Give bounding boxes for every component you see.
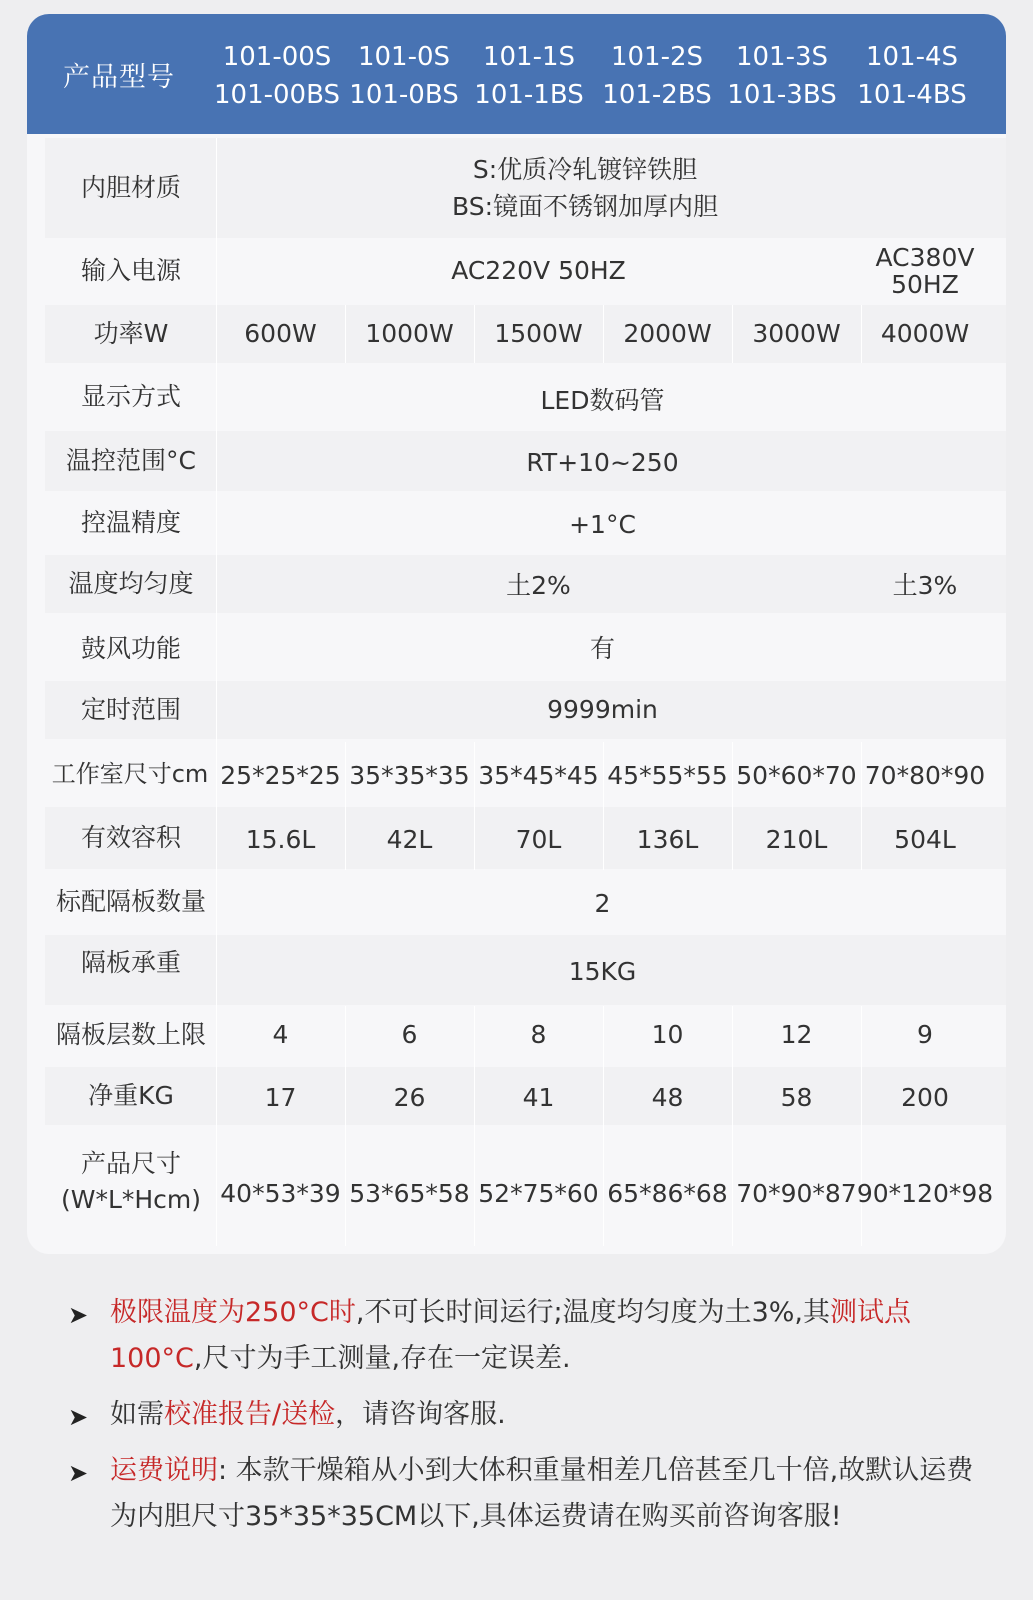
row-label: 温控范围°C <box>66 446 196 475</box>
model-column-1 <box>210 38 344 114</box>
uniformity-last: 土3% <box>892 571 958 600</box>
note-text: ，请咨询客服. <box>335 1399 506 1430</box>
product-size-label: 产品尺寸 <box>80 1149 181 1178</box>
model-s: 101-2S <box>610 42 704 72</box>
power-input-value: AC220V 50HZ <box>451 256 626 285</box>
model-s: 101-3S <box>735 42 829 72</box>
note-limit-temp <box>68 1290 978 1382</box>
material-s-text: S:优质冷轧镀锌铁胆 <box>472 155 698 184</box>
note-highlight: 运费说明 <box>110 1455 218 1486</box>
table-cell: 4 <box>272 1020 289 1049</box>
table-cell: 6 <box>401 1020 418 1049</box>
table-cell: 3000W <box>752 319 841 348</box>
row-label: 输入电源 <box>80 256 181 285</box>
model-column-2 <box>337 38 471 114</box>
table-cell: 200 <box>901 1083 949 1112</box>
note-highlight: 校准报告/送检 <box>164 1399 336 1430</box>
power-input-last-line1: AC380V <box>875 243 975 272</box>
table-cell: 25*25*25 <box>220 761 341 790</box>
row-label: 定时范围 <box>80 695 181 724</box>
table-cell: 50*60*70 <box>736 761 857 790</box>
table-cell: 600W <box>244 319 317 348</box>
note-text: ,不可长时间运行;温度均匀度为土3%,其 <box>355 1297 830 1328</box>
model-s: 101-4S <box>865 42 959 72</box>
model-s: 101-1S <box>482 42 576 72</box>
table-cell: 65*86*68 <box>607 1179 728 1208</box>
note-text: : 本款干燥箱从小到大体积重量相差几倍甚至几十倍,故默认运费为内胆尺寸35*35*35CM以下,具体运费请在购买前咨询客服! <box>110 1455 974 1532</box>
row-label: 鼓风功能 <box>80 634 181 663</box>
table-cell: 9 <box>917 1020 933 1049</box>
blower-value: 有 <box>589 634 615 663</box>
table-cell: 70*80*90 <box>864 761 986 790</box>
row-label: 显示方式 <box>80 382 181 411</box>
product-size-unit: (W*L*Hcm) <box>60 1185 202 1214</box>
model-bs: 101-3BS <box>727 80 837 110</box>
table-cell: 2000W <box>623 319 712 348</box>
table-cell: 52*75*60 <box>478 1179 599 1208</box>
table-cell: 42L <box>386 825 433 854</box>
row-label: 有效容积 <box>80 823 181 852</box>
spec-table-card <box>27 14 1006 1254</box>
row-label: 控温精度 <box>80 508 181 537</box>
model-bs: 101-4BS <box>857 80 967 110</box>
table-cell: 17 <box>264 1083 297 1112</box>
model-column-3 <box>462 38 596 114</box>
table-cell: 8 <box>530 1020 547 1049</box>
note-text: ,尺寸为手工测量,存在一定误差. <box>193 1343 571 1374</box>
table-cell: 4000W <box>880 319 970 348</box>
power-input-last <box>861 240 989 302</box>
temp-accuracy-value: +1°C <box>569 510 636 539</box>
row-label: 工作室尺寸cm <box>51 760 209 788</box>
note-highlight: 测试点100°C <box>110 1297 911 1374</box>
table-cell: 10 <box>651 1020 684 1049</box>
timer-value: 9999min <box>547 695 658 724</box>
row-label: 隔板承重 <box>80 948 181 977</box>
table-cell: 48 <box>651 1083 684 1112</box>
header-label: 产品型号 <box>63 61 175 93</box>
table-cell: 35*35*35 <box>349 761 470 790</box>
table-cell: 1500W <box>494 319 583 348</box>
table-header <box>27 14 1006 134</box>
row-label: 内胆材质 <box>80 173 181 202</box>
shelves-value: 2 <box>594 889 611 918</box>
row-label: 隔板层数上限 <box>55 1020 206 1049</box>
material-bs-text: BS:镜面不锈钢加厚内胆 <box>451 192 718 221</box>
arrow-icon: ➤ <box>68 1459 89 1487</box>
note-highlight: 极限温度为250°C时 <box>110 1297 356 1328</box>
inner-material-value <box>216 138 989 238</box>
note-text: 如需 <box>110 1399 164 1430</box>
table-cell: 53*65*58 <box>349 1179 470 1208</box>
table-cell: 15.6L <box>245 825 316 854</box>
row-label <box>45 1132 217 1232</box>
temp-range-value: RT+10~250 <box>526 448 679 477</box>
table-cell: 41 <box>522 1083 555 1112</box>
row-label: 净重KG <box>88 1081 174 1110</box>
row-label: 功率W <box>93 319 169 348</box>
model-s: 101-0S <box>357 42 451 72</box>
model-column-5 <box>715 38 849 114</box>
note-shipping <box>68 1448 978 1540</box>
model-column-4 <box>590 38 724 114</box>
power-input-last-line2: 50HZ <box>891 270 959 299</box>
notes-section <box>68 1290 978 1540</box>
table-cell: 70L <box>515 825 562 854</box>
table-cell: 1000W <box>365 319 454 348</box>
shelf-load-value: 15KG <box>568 957 637 986</box>
model-bs: 101-1BS <box>474 80 584 110</box>
model-s: 101-00S <box>222 42 332 72</box>
table-cell: 136L <box>636 825 699 854</box>
table-cell: 40*53*39 <box>220 1179 341 1208</box>
table-cell: 70*90*87 <box>736 1179 857 1208</box>
model-bs: 101-00BS <box>214 80 340 110</box>
table-cell: 12 <box>780 1020 813 1049</box>
arrow-icon: ➤ <box>68 1301 89 1329</box>
table-cell: 35*45*45 <box>478 761 599 790</box>
row-label: 标配隔板数量 <box>55 887 206 916</box>
table-cell: 58 <box>780 1083 813 1112</box>
note-calibration <box>68 1392 978 1438</box>
uniformity-value: 土2% <box>506 571 571 600</box>
arrow-icon: ➤ <box>68 1403 89 1431</box>
display-value: LED数码管 <box>540 386 665 415</box>
model-column-6 <box>845 38 979 114</box>
row-label: 温度均匀度 <box>68 569 194 598</box>
table-cell: 504L <box>894 825 956 854</box>
model-bs: 101-0BS <box>349 80 459 110</box>
table-cell: 210L <box>765 825 828 854</box>
table-cell: 26 <box>393 1083 426 1112</box>
table-cell: 45*55*55 <box>607 761 728 790</box>
model-bs: 101-2BS <box>602 80 712 110</box>
table-cell: 90*120*98 <box>856 1179 994 1208</box>
